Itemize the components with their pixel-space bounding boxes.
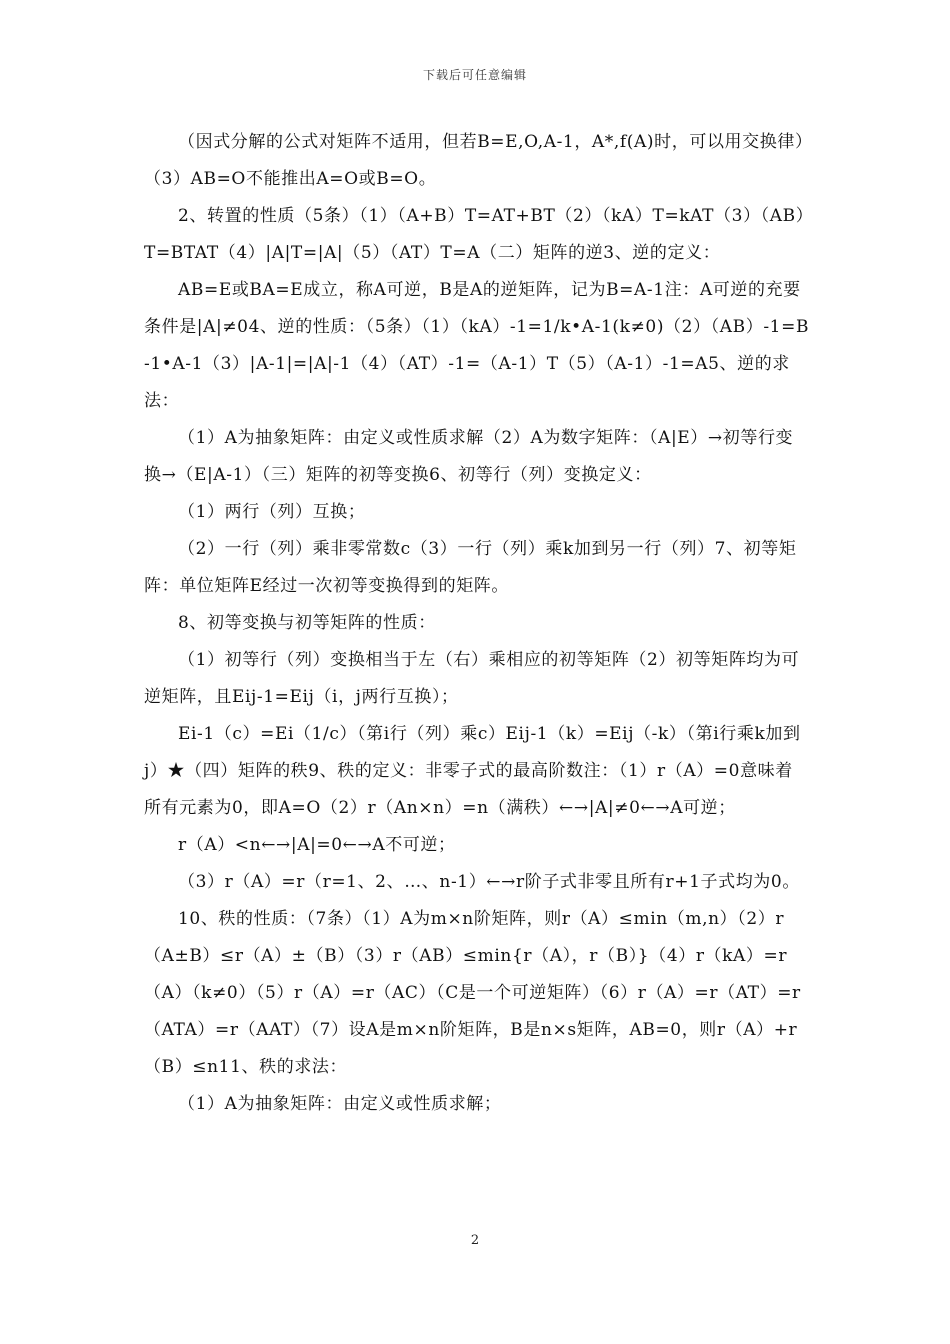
paragraph-inverse-methods: （1）A为抽象矩阵：由定义或性质求解（2）A为数字矩阵：（A|E）→初等行变换→（E|A-1）（三）矩阵的初等变换6、初等行（列）变换定义： <box>144 428 794 485</box>
paragraph-transpose-properties: 2、转置的性质（5条）（1）（A+B）T=AT+BT（2）（kA）T=kAT（3）（AB）T=BTAT（4）|A|T=|A|（5）（AT）T=A（二）矩阵的逆3、逆的定义： <box>144 206 805 263</box>
paragraph-elementary-properties: （1）初等行（列）变换相当于左（右）乘相应的初等矩阵（2）初等矩阵均为可逆矩阵，且Eij-1=Eij（i，j两行互换）； <box>144 650 800 707</box>
paragraph-rank-r: （3）r（A）=r（r=1、2、…、n-1）←→r阶子式非零且所有r+1子式均为0。 <box>178 872 800 892</box>
paragraph-elementary-properties-heading: 8、初等变换与初等矩阵的性质： <box>178 613 436 633</box>
page-header: 下载后可任意编辑 <box>422 68 527 82</box>
paragraph-rank-properties: 10、秩的性质：（7条）（1）A为m×n阶矩阵，则r（A）≤min（m,n）（2）r（A±B）≤r（A）±（B）（3）r（AB）≤min{r（A），r（B）}（4）r（kA）=r（A）（k≠0）（5）r（A）=r（AC）（C是一个可逆矩阵）（6）r（A）=r（AT）=r（ATA）=r（AAT）（7）设A是m×n阶矩阵，B是n×s矩阵，AB=0，则r（A）+r（B）≤n11、秩的求法： <box>144 909 801 1077</box>
paragraph-elementary-matrix: （2）一行（列）乘非零常数c（3）一行（列）乘k加到另一行（列）7、初等矩阵：单位矩阵E经过一次初等变换得到的矩阵。 <box>144 539 797 596</box>
paragraph-rank-definition: Ei-1（c）=Ei（1/c）（第i行（列）乘c）Eij-1（k）=Eij（-k）（第i行乘k加到j）★（四）矩阵的秩9、秩的定义：非零子式的最高阶数注：（1）r（A）=0意味着所有元素为0，即A=O（2）r（An×n）=n（满秩）←→|A|≠0←→A可逆； <box>144 724 801 818</box>
paragraph-row-swap: （1）两行（列）互换； <box>178 502 366 522</box>
paragraph-inverse-definition: AB=E或BA=E成立，称A可逆，B是A的逆矩阵，记为B=A-1注：A可逆的充要条件是|A|≠04、逆的性质：（5条）（1）（kA）-1=1/k•A-1(k≠0)（2）（AB）-1=B-1•A-1（3）|A-1|=|A|-1（4）（AT）-1=（A-1）T（5）（A-1）-1=A5、逆的求法： <box>144 280 810 411</box>
paragraph-factorization-note: （因式分解的公式对矩阵不适用，但若B=E,O,A-1，A*,f(A)时，可以用交换律）（3）AB=O不能推出A=O或B=O。 <box>144 132 805 189</box>
paragraph-rank-less-than-n: r（A）<n←→|A|=0←→A不可逆； <box>178 835 456 855</box>
document-body <box>144 124 810 1123</box>
page-number: 2 <box>470 1233 480 1248</box>
paragraph-rank-methods: （1）A为抽象矩阵：由定义或性质求解； <box>178 1094 502 1114</box>
